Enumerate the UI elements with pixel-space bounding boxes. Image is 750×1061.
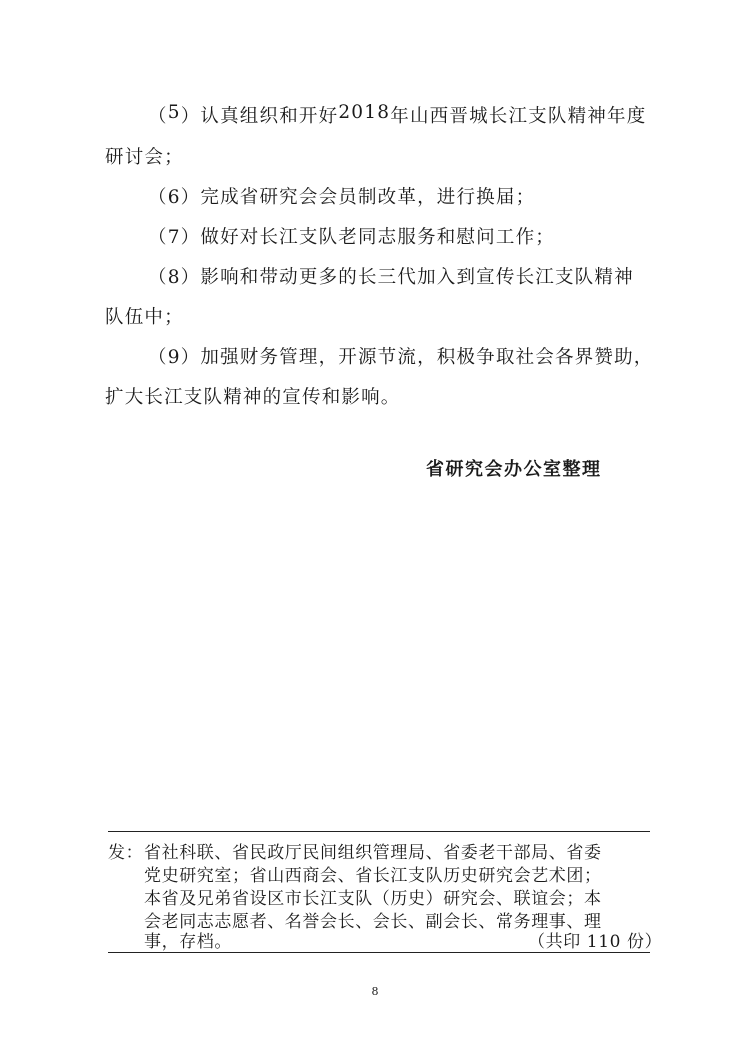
- item-6-line-1: （6）完成省研究会会员制改革，进行换届；: [148, 187, 536, 208]
- distribution-bottom-rule: [108, 952, 650, 953]
- item-5-line-2: 研讨会；: [105, 147, 184, 168]
- distribution-line-1: 省社科联、省民政厅民间组织管理局、省委老干部局、省委: [144, 843, 602, 863]
- office-signature: 省研究会办公室整理: [426, 459, 602, 480]
- page-number: 8: [371, 985, 379, 998]
- distribution-line-5: 事，存档。: [144, 932, 232, 952]
- item-7-line-1: （7）做好对长江支队老同志服务和慰问工作；: [148, 227, 555, 248]
- distribution-line-4: 会老同志志愿者、名誉会长、会长、副会长、常务理事、理: [144, 912, 602, 932]
- item-9-line-2: 扩大长江支队精神的宣传和影响。: [105, 387, 401, 408]
- item-5-line-1: （ 5 ） 认 真 组 织 和 开 好 2 0 1 8 年 山 西 晋 城 长 江 支 队 精 神 年 度: [148, 102, 647, 127]
- item-8-line-2: 队伍中；: [105, 307, 184, 328]
- item-9-line-1: （9）加强财务管理，开源节流，积极争取社会各界赞助，: [148, 347, 654, 368]
- distribution-top-rule: [108, 831, 650, 832]
- item-8-line-1: （8）影响和带动更多的长三代加入到宣传长江支队精神: [148, 267, 634, 288]
- distribution-line-2: 党史研究室；省山西商会、省长江支队历史研究会艺术团；: [144, 866, 602, 886]
- distribution-line-3: 本省及兄弟省设区市长江支队（历史）研究会、联谊会；本: [144, 889, 602, 909]
- distribution-label: 发：: [108, 843, 144, 863]
- distribution-copies: （共印 110 份）: [528, 932, 663, 952]
